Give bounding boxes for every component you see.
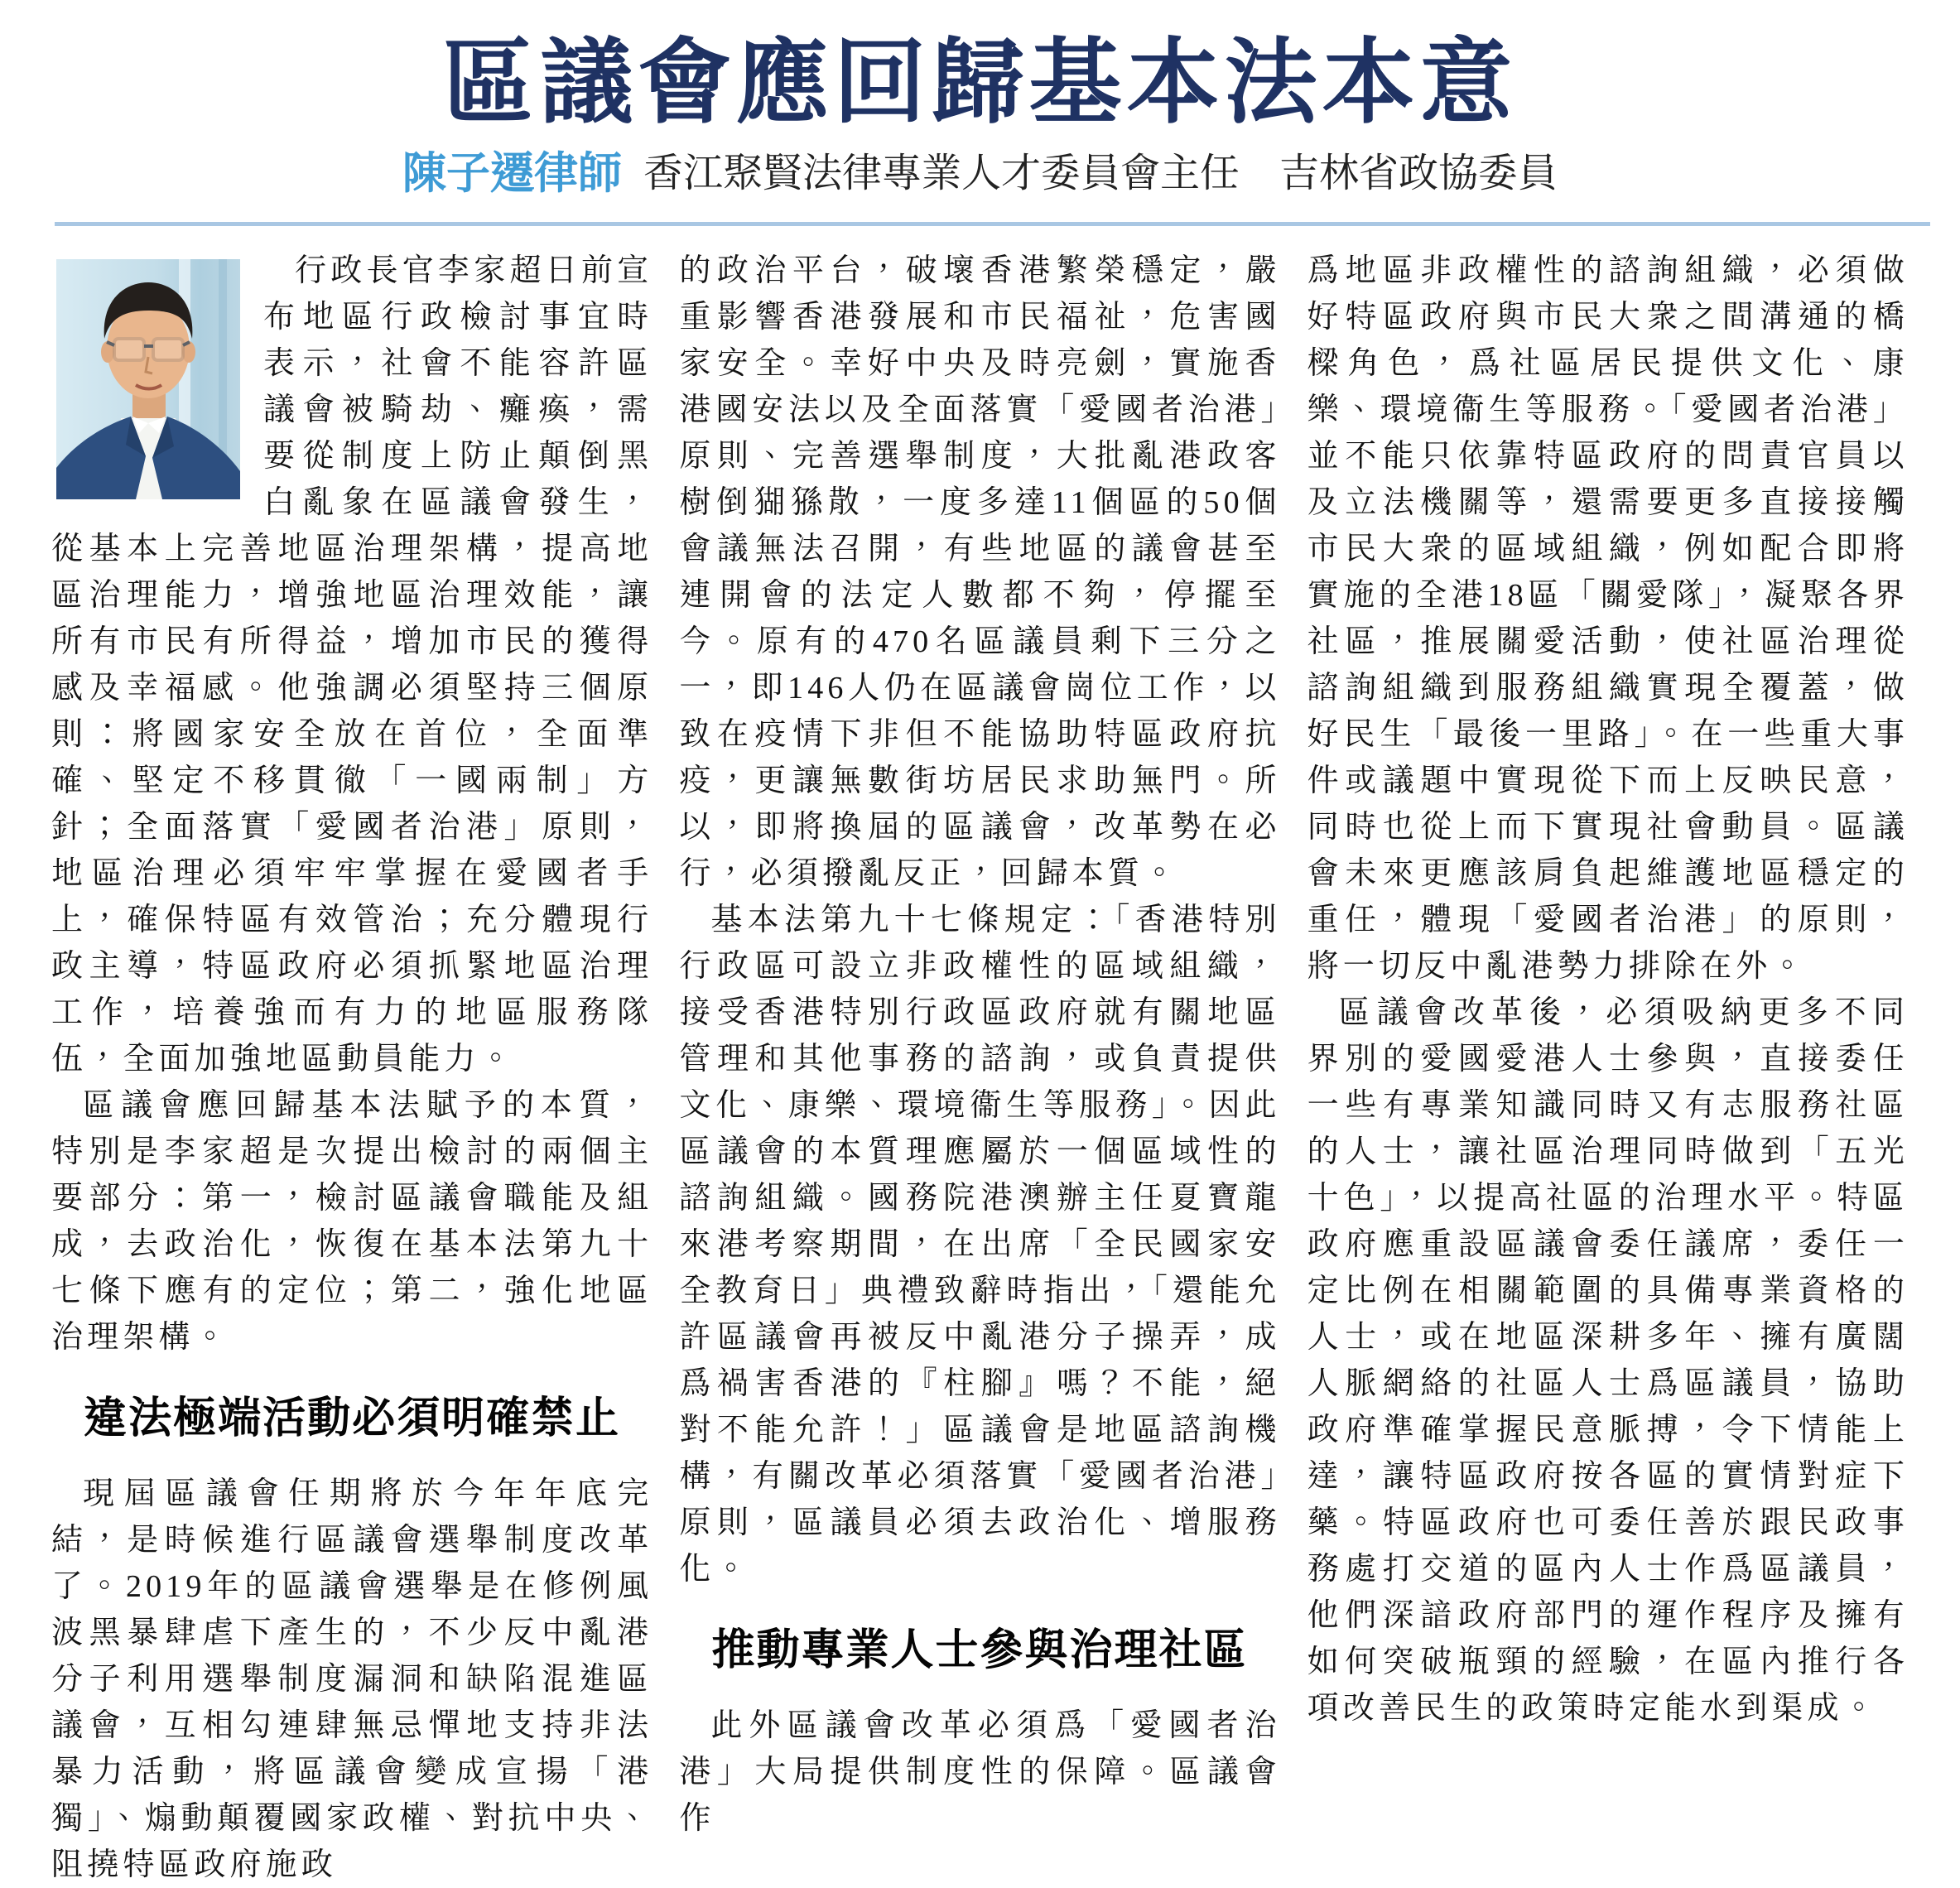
byline-author: 陳子遷律師 xyxy=(402,149,622,198)
paragraph: 區議會改革後，必須吸納更多不同界別的愛國愛港人士參與，直接委任一些有專業知識同時又有志服務社區的人士，讓社區治理同時做到「五光十色」，以提高社區的治理水平。特區政府應重設區議會委任議席，委任一定比例在相關範圍的具備專業資格的人士，或在地區深耕多年、擁有廣闊人脈網絡的社區人士爲區議員，協助政府準確掌握民意脈搏，令下情能上達，讓特區政府按各區的實情對症下藥。特區政府也可委任善於跟民政事務處打交道的區內人士作爲區議員，他們深諳政府部門的運作程序及擁有如何突破瓶頸的經驗，在區內推行各項改善民生的政策時定能水到渠成。 xyxy=(1307,995,1909,1726)
paragraph: 行政長官李家超日前宣布地區行政檢討事宜時表示，社會不能容許區議會被騎劫、癱瘓，需要從制度上防止顛倒黑白亂象在區議會發生，從基本上完善地區治理架構，提高地區治理能力，增強地區治理效能，讓所有市民有所得益，增加市民的獲得感及幸福感。他強調必須堅持三個原則：將國家安全放在首位，全面準確、堅定不移貫徹「一國兩制」方針；全面落實「愛國者治港」原則，地區治理必須牢牢掌握在愛國者手上，確保特區有效管治；充分體現行政主導，特區政府必須抓緊地區治理工作，培養強而有力的地區服務隊伍，全面加強地區動員能力。 xyxy=(51,253,653,1076)
author-portrait-photo xyxy=(56,259,240,499)
byline xyxy=(0,147,1960,200)
article-column-2 xyxy=(679,248,1280,1888)
article-column-3 xyxy=(1307,248,1909,1888)
page-title: 區議會應回歸基本法本意 xyxy=(442,31,1518,134)
subheading-illegal-activities: 違法極端活動必須明確禁止 xyxy=(84,1394,621,1442)
paragraph-continuation: 的政治平台，破壞香港繁榮穩定，嚴重影響香港發展和市民福祉，危害國家安全。幸好中央及時亮劍，實施香港國安法以及全面落實「愛國者治港」原則、完善選舉制度，大批亂港政客樹倒猢猻散，一度多達11個區的50個會議無法召開，有些地區的議會甚至連開會的法定人數都不夠，停擺至今。原有的470名區議員剩下三分之一，即146人仍在區議會崗位工作，以致在疫情下非但不能協助特區政府抗疫，更讓無數街坊居民求助無門。所以，即將換屆的區議會，改革勢在必行，必須撥亂反正，回歸本質。 xyxy=(679,253,1281,891)
paragraph: 此外區議會改革必須爲「愛國者治港」大局提供制度性的保障。區議會作 xyxy=(679,1707,1281,1836)
article-header xyxy=(0,0,1960,200)
article-column-1 xyxy=(51,248,653,1888)
subheading-professionals-governance: 推動專業人士參與治理社區 xyxy=(711,1626,1249,1674)
paragraph-continuation: 爲地區非政權性的諮詢組織，必須做好特區政府與市民大衆之間溝通的橋樑角色，爲社區居民提供文化、康樂、環境衞生等服務。「愛國者治港」並不能只依靠特區政府的問責官員以及立法機關等，還需要更多直接接觸市民大衆的區域組織，例如配合即將實施的全港18區「關愛隊」，凝聚各界社區，推展關愛活動，使社區治理從諮詢組織到服務組織實現全覆蓋，做好民生「最後一里路」。在一些重大事件或議題中實現從下而上反映民意，同時也從上而下實現社會動員。區議會未來更應該肩負起維護地區穩定的重任，體現「愛國者治港」的原則，將一切反中亂港勢力排除在外。 xyxy=(1307,253,1909,984)
paragraph: 區議會應回歸基本法賦予的本質，特別是李家超是次提出檢討的兩個主要部分：第一，檢討區議會職能及組成，去政治化，恢復在基本法第九十七條下應有的定位；第二，強化地區治理架構。 xyxy=(51,1087,653,1355)
article-body xyxy=(0,226,1960,1888)
paragraph: 基本法第九十七條規定：「香港特別行政區可設立非政權性的區域組織，接受香港特別行政區政府就有關地區管理和其他事務的諮詢，或負責提供文化、康樂、環境衞生等服務」。因此區議會的本質理應屬於一個區域性的諮詢組織。國務院港澳辦主任夏寶龍來港考察期間，在出席「全民國家安全教育日」典禮致辭時指出，「還能允許區議會再被反中亂港分子操弄，成爲禍害香港的『柱腳』嗎？不能，絕對不能允許！」區議會是地區諮詢機構，有關改革必須落實「愛國者治港」原則，區議員必須去政治化、增服務化。 xyxy=(679,902,1281,1587)
paragraph: 現屆區議會任期將於今年年底完結，是時候進行區議會選舉制度改革了。2019年的區議會選舉是在修例風波黑暴肆虐下產生的，不少反中亂港分子利用選舉制度漏洞和缺陷混進區議會，互相勾連肆無忌憚地支持非法暴力活動，將區議會變成宣揚「港獨」、煽動顛覆國家政權、對抗中央、阻撓特區政府施政 xyxy=(51,1476,653,1882)
byline-author-titles: 香江聚賢法律專業人才委員會主任 吉林省政協委員 xyxy=(643,152,1558,195)
